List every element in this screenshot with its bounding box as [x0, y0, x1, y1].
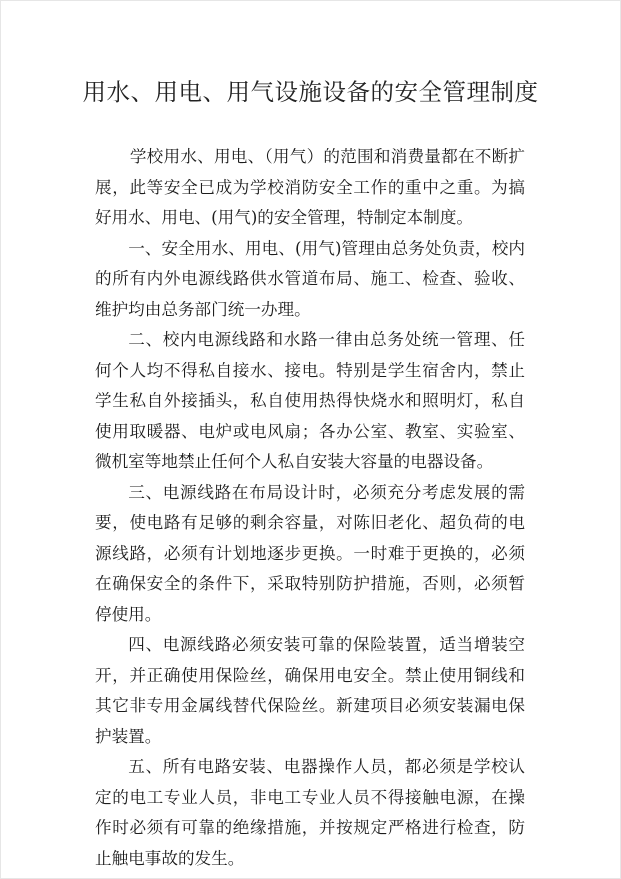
clause-2-paragraph: 二、校内电源线路和水路一律由总务处统一管理、任何个人均不得私自接水、接电。特别是学生宿舍内，禁止学生私自外接插头，私自使用热得快烧水和照明灯，私自使用取暖器、电炉或电风扇；各办公室、教室、实验室、微机室等地禁止任何个人私自安装大容量的电器设备。: [95, 330, 525, 471]
document-body: [95, 142, 525, 874]
clause-5-paragraph: 五、所有电路安装、电器操作人员，都必须是学校认定的电工专业人员，非电工专业人员不得接触电源，在操作时必须有可靠的绝缘措施，并按规定严格进行检查，防止触电事故的发生。: [95, 757, 525, 868]
clause-1-paragraph: 一、安全用水、用电、(用气)管理由总务处负责，校内的所有内外电源线路供水管道布局、施工、检查、验收、维护均由总务部门统一办理。: [95, 238, 525, 319]
document-title: 用水、用电、用气设施设备的安全管理制度: [82, 78, 539, 106]
clause-3-paragraph: 三、电源线路在布局设计时，必须充分考虑发展的需要，使电路有足够的剩余容量，对陈旧老化、超负荷的电源线路，必须有计划地逐步更换。一时难于更换的，必须在确保安全的条件下，采取特别防护措施，否则，必须暂停使用。: [95, 482, 525, 624]
clause-4-paragraph: 四、电源线路必须安装可靠的保险装置，适当增装空开，并正确使用保险丝，确保用电安全。禁止使用铜线和其它非专用金属线替代保险丝。新建项目必须安装漏电保护装置。: [95, 635, 525, 746]
intro-paragraph: 学校用水、用电、（用气）的范围和消费量都在不断扩展，此等安全已成为学校消防安全工作的重中之重。为搞好用水、用电、(用气)的安全管理，特制定本制度。: [95, 147, 525, 227]
